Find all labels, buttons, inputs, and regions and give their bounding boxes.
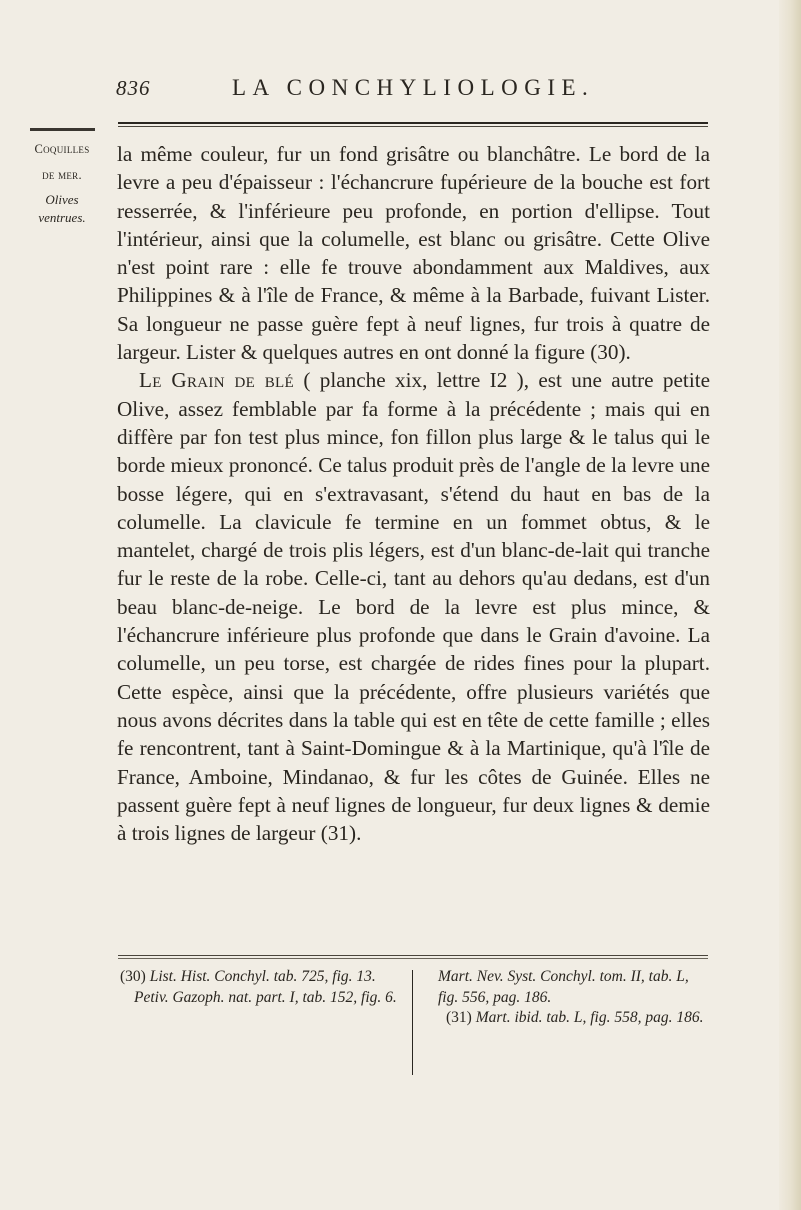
paragraph-2-heading: Le Grain de blé — [139, 368, 294, 393]
footnote-31-text: Mart. ibid. tab. L, fig. 558, pag. 186. — [475, 1009, 704, 1026]
margin-rule — [30, 128, 95, 131]
footnote-rule — [118, 955, 708, 956]
paragraph-2 — [117, 366, 710, 847]
paragraph-2-text: ( planche xix, lettre I2 ), est une autre petite Olive, assez femblable par fa forme à la précédente ; mais qui en diffère par fon test plus mince, fon fillon plus large & le talus qui le borde mieux prononcé. Ce talus produit près de l'angle de la levre une bosse légere, qui en s'extravasant, s'étend du haut en bas de la columelle. La clavicule fe termine en un fommet obtus, & le mantelet, chargé de trois plis légers, est d'un blanc-de-lait qui tranche fur le reste de la robe. Celle-ci, tant au dehors qu'au dedans, est d'un beau blanc-de-neige. Le bord de la levre est plus mince, & l'échancrure inférieure plus profonde que dans le Grain d'avoine. La columelle, un peu torse, est chargée de rides fines pour la plupart. Cette espèce, ainsi que la précédente, offre plusieurs variétés que nous avons décrites dans la table qui est en tête de cette famille ; elles fe rencontrent, tant à Saint-Domingue & à la Martinique, qu'à l'île de France, Amboine, Mindanao, & fur les côtes de Guinée. Elles ne passent guère fept à neuf lignes de longueur, fur deux lignes & demie à trois lignes de largeur (31). — [117, 368, 710, 846]
body-text — [117, 140, 710, 847]
footnote-31-number: (31) — [446, 1009, 476, 1026]
header-rule — [118, 122, 708, 124]
footnote-30-martini: Mart. Nev. Syst. Conchyl. tom. II, tab. L, fig. 556, pag. 186. — [438, 968, 689, 1006]
running-title: LA CONCHYLIOLOGIE. — [232, 75, 595, 100]
footnote-31 — [438, 1008, 710, 1029]
footnote-30-lister: List. Hist. Conchyl. tab. 725, fig. 13. — [149, 968, 376, 985]
footnotes-left — [120, 967, 402, 1008]
margin-note-de-mer: de mer. — [42, 168, 82, 182]
footnote-rule-thin — [118, 958, 708, 959]
page-edge-shadow — [779, 0, 801, 1210]
paragraph-1: la même couleur, fur un fond grisâtre ou blanchâtre. Le bord de la levre a peu d'épaisseur : l'échancrure fupérieure de la bouche est fort resserrée, & l'inférieure peu profonde, en portion d'ellipse. Tout l'intérieur, ainsi que la columelle, est blanc ou grisâtre. Cette Olive n'est point rare : elle fe trouve abondamment aux Maldives, aux Philippines & à l'île de France, & même à la Barbade, fuivant Lister. Sa longueur ne passe guère fept à neuf lignes, fur trois à quatre de largeur. Lister & quelques autres en ont donné la figure (30). — [117, 142, 710, 365]
footnote-column-divider — [412, 970, 413, 1075]
footnote-30 — [120, 967, 402, 988]
margin-note-coquilles: Coquilles — [34, 142, 90, 156]
margin-note-olives: Olives — [45, 192, 79, 207]
footnotes-right — [438, 967, 710, 1029]
footnote-30-number: (30) — [120, 968, 150, 985]
header-rule-thin — [118, 126, 708, 127]
margin-note-ventrues: ventrues. — [38, 210, 86, 225]
footnote-30-petiver: Petiv. Gazoph. nat. part. I, tab. 152, fig. 6. — [134, 988, 397, 1006]
page-number: 836 — [116, 76, 151, 100]
